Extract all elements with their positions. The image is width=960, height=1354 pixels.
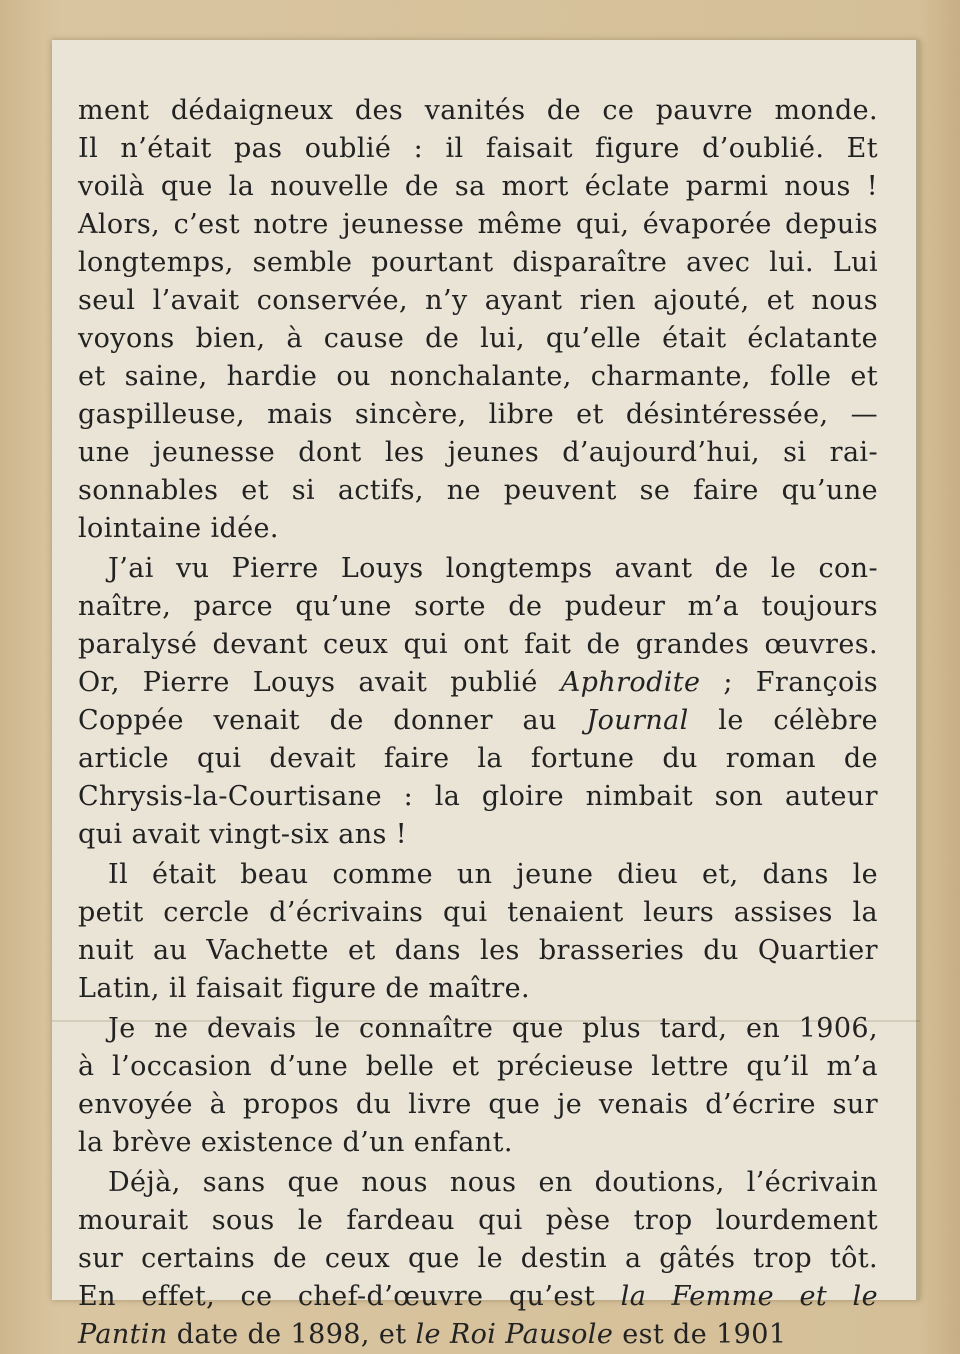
text-line [78, 1278, 878, 1316]
paper-fold [52, 1020, 920, 1022]
text-span: En effet, ce chef-d’œuvre qu’est [78, 1281, 621, 1312]
text-line: à l’occasion d’une belle et précieuse lettre qu’il m’a [78, 1051, 878, 1082]
text-line: J’ai vu Pierre Louys longtemps avant de le con- [108, 553, 878, 584]
text-line [78, 664, 878, 702]
text-line: nuit au Vachette et dans les brasseries du Quartier [78, 935, 878, 966]
text-line: seul l’avait conservée, n’y ayant rien ajouté, et nous [78, 285, 878, 316]
text-line: article qui devait faire la fortune du roman de [78, 743, 878, 774]
text-line: sur certains de ceux que le destin a gâtés trop tôt. [78, 1243, 878, 1274]
text-line: Déjà, sans que nous nous en doutions, l’écrivain [108, 1167, 878, 1198]
text-span: date de 1898, et [176, 1319, 416, 1350]
text-line: naître, parce qu’une sorte de pudeur m’a toujours [78, 591, 878, 622]
text-line: sonnables et si actifs, ne peuvent se faire qu’une [78, 475, 878, 506]
text-line: Alors, c’est notre jeunesse même qui, évaporée depuis [78, 209, 878, 240]
text-line: lointaine idée. [78, 513, 279, 544]
text-line: ment dédaigneux des vanités de ce pauvre monde. [78, 95, 878, 126]
text-line: mourait sous le fardeau qui pèse trop lourdement [78, 1205, 878, 1236]
text-line: et saine, hardie ou nonchalante, charmante, folle et [78, 361, 878, 392]
text-line: une jeunesse dont les jeunes d’aujourd’hui, si rai- [78, 437, 878, 468]
text-span: ; François [700, 667, 878, 698]
text-column [78, 92, 878, 1354]
text-line: qui avait vingt-six ans ! [78, 819, 408, 850]
text-line: longtemps, semble pourtant disparaître avec lui. Lui [78, 247, 878, 278]
book-title-aphrodite: Aphrodite [560, 667, 701, 698]
text-span: Coppée venait de donner au [78, 705, 587, 736]
book-title-pantin: Pantin [78, 1319, 168, 1350]
text-line: paralysé devant ceux qui ont fait de grandes œuvres. [78, 629, 878, 660]
text-line [78, 1316, 878, 1354]
book-title-femme: la Femme et le [620, 1281, 878, 1312]
text-line: voilà que la nouvelle de sa mort éclate parmi nous ! [78, 171, 878, 202]
text-line: envoyée à propos du livre que je venais d’écrire sur [78, 1089, 878, 1120]
text-line: Il n’était pas oublié : il faisait figure d’oublié. Et [78, 133, 878, 164]
text-line: Latin, il faisait figure de maître. [78, 973, 530, 1004]
text-line: Il était beau comme un jeune dieu et, dans le [108, 859, 878, 890]
text-line: la brève existence d’un enfant. [78, 1127, 513, 1158]
newspaper-title-journal: Journal [586, 705, 689, 736]
text-line [78, 702, 878, 740]
text-line: Je ne devais le connaître que plus tard, en 1906, [108, 1013, 878, 1044]
text-line: gaspilleuse, mais sincère, libre et désintéressée, — [78, 399, 878, 430]
text-line: voyons bien, à cause de lui, qu’elle était éclatante [78, 323, 878, 354]
book-title-roi-pausole: le Roi Pausole [415, 1319, 614, 1350]
text-span: Or, Pierre Louys avait publié [78, 667, 561, 698]
text-span: le célèbre [688, 705, 879, 736]
newspaper-clipping [52, 40, 920, 1350]
text-line: Chrysis-la-Courtisane : la gloire nimbait son auteur [78, 781, 878, 812]
text-line: petit cercle d’écrivains qui tenaient leurs assises la [78, 897, 878, 928]
text-span: est de 1901 [622, 1319, 787, 1350]
